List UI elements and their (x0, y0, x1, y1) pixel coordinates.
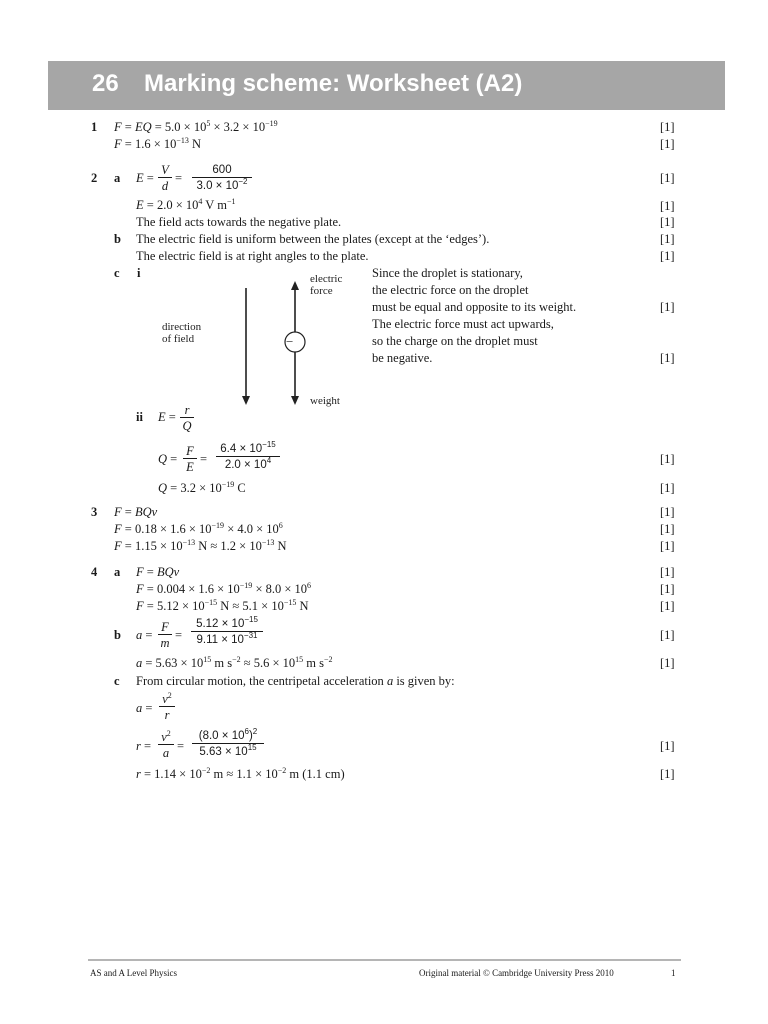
q2cii-equals: = (200, 452, 208, 466)
mark: [1] (660, 120, 675, 134)
part-label-b: b (114, 232, 121, 246)
part-label-b: b (114, 628, 121, 642)
q2cii-fraction-3: $\frac{6.4 \times 10^{-15}}{2.0 \times 10^4}$ (216, 442, 280, 472)
q4c-lhs-2: r = (136, 739, 152, 753)
q4a-line-2: $F = 0.004 \times 1.6 \times 10^{-19} \times 8.0 \times 10^6$ (136, 581, 312, 596)
q2cii-lhs-1: E = (158, 410, 176, 424)
weight-label: weight (310, 395, 340, 407)
mark: [1] (660, 565, 675, 579)
q4c-lhs-1: a = (136, 701, 153, 715)
q4c-fraction-2: $\frac{v^2}{a}$ (158, 730, 174, 760)
mark: [1] (660, 137, 675, 151)
section-title: Marking scheme: Worksheet (A2) (144, 70, 523, 97)
direction-of-field-label-1: direction (162, 321, 202, 333)
q2cii-line-3: $Q = 3.2 \times 10^{-19}$ C (158, 480, 246, 495)
question-number-4: 4 (91, 565, 98, 579)
electric-force-label-1: electric (310, 273, 343, 285)
question-number-2: 2 (91, 171, 98, 185)
q2cii-lhs-2: Q = (158, 452, 178, 466)
q2ci-text-6: be negative. (372, 351, 433, 365)
footer-book-title: AS and A Level Physics (90, 968, 177, 978)
q2a-line-3: The field acts towards the negative plate. (136, 215, 342, 229)
weight-arrowhead-icon (291, 396, 299, 405)
q2ci-text-5: so the charge on the droplet must (372, 334, 538, 348)
part-label-a: a (114, 171, 121, 185)
q2cii-fraction-1: $\frac{r}{Q}$ (180, 403, 194, 433)
q2b-line-2: The electric field is at right angles to the plate. (136, 249, 369, 263)
q2a-lhs: E = (136, 171, 154, 185)
q4b-fraction-2: $\frac{5.12 \times 10^{-15}}{9.11 \times 10^{-31}}$ (191, 617, 263, 647)
mark: [1] (660, 300, 675, 314)
q4c-fraction-3: $\frac{(8.0 \times 10^6)^2}{5.63 \times 10^{15}}$ (192, 729, 264, 759)
mark: [1] (660, 351, 675, 365)
mark: [1] (660, 249, 675, 263)
q3-line-3: $F = 1.15 \times 10^{-13}$ $N \approx 1.2 \times 10^{-13}$ N (114, 538, 287, 553)
electric-force-label-2: force (310, 285, 333, 297)
q2ci-text-1: Since the droplet is stationary, (372, 266, 523, 280)
mark: [1] (660, 232, 675, 246)
mark: [1] (660, 171, 675, 185)
q3-line-1: F = BQv (114, 505, 158, 519)
q4c-equals: = (177, 739, 185, 753)
mark: [1] (660, 481, 675, 495)
q4b-line-2: $a = 5.63 \times 10^{15}$ m $s^{-2} \approx 5.6 \times 10^{15}$ m $s^{-2}$ (136, 655, 333, 670)
q1-line-2: $F = 1.6 \times 10^{-13}$ N (114, 136, 202, 151)
mark: [1] (660, 739, 675, 753)
section-header (48, 61, 725, 110)
q4b-fraction-1: $\frac{F}{m}$ (158, 620, 172, 650)
q4b-lhs: a = (136, 628, 153, 642)
footer-copyright: Original material © Cambridge University Press 2010 (419, 968, 614, 978)
q3-line-2: $F = 0.18 \times 1.6 \times 10^{-19} \times 4.0 \times 10^6$ (114, 521, 283, 536)
part-label-c: c (114, 266, 120, 280)
mark: [1] (660, 199, 675, 213)
section-number: 26 (92, 70, 119, 97)
q4a-line-1: F = BQv (136, 565, 180, 579)
mark: [1] (660, 539, 675, 553)
mark: [1] (660, 656, 675, 670)
q4c-line-4: $r = 1.14 \times 10^{-2}$ $m \approx 1.1 \times 10^{-2}$ m (1.1 cm) (136, 766, 345, 781)
q4a-line-3: $F = 5.12 \times 10^{-15}$ $N \approx 5.1 \times 10^{-15}$ N (136, 598, 309, 613)
q2b-line-1: The electric field is uniform between the plates (except at the ‘edges’). (136, 232, 490, 246)
q2a-fraction-1: $\frac{V}{d}$ (158, 163, 172, 193)
part-label-a: a (114, 565, 121, 579)
mark: [1] (660, 452, 675, 466)
droplet-charge-sign: − (286, 334, 294, 349)
subpart-label-ii: ii (136, 410, 143, 424)
q4b-equals: = (175, 628, 183, 642)
mark: [1] (660, 767, 675, 781)
q2ci-text-3: must be equal and opposite to its weight. (372, 300, 577, 314)
q2ci-text-4: The electric force must act upwards, (372, 317, 554, 331)
field-arrowhead-icon (242, 396, 250, 405)
q2cii-fraction-2: $\frac{F}{E}$ (183, 444, 197, 474)
q1-line-1: F = EQ = $5.0 \times 10^5 \times 3.2 \times 10^{-19}$ (114, 119, 278, 134)
q4c-line-1: From circular motion, the centripetal acceleration a is given by: (136, 674, 455, 688)
mark: [1] (660, 628, 675, 642)
mark: [1] (660, 215, 675, 229)
electric-force-arrowhead-icon (291, 281, 299, 290)
direction-of-field-label-2: of field (162, 333, 195, 345)
q2a-line-2: $E = 2.0 \times 10^4$ V $m^{-1}$ (136, 197, 236, 212)
mark: [1] (660, 582, 675, 596)
q2a-equals: = (175, 171, 183, 185)
mark: [1] (660, 505, 675, 519)
part-label-c: c (114, 674, 120, 688)
mark: [1] (660, 599, 675, 613)
subpart-label-i: i (137, 266, 141, 280)
page-number: 1 (671, 968, 676, 978)
question-number-3: 3 (91, 505, 98, 519)
q2a-fraction-2: $\frac{600}{3.0 \times 10^{-2}}$ (192, 163, 252, 193)
footer-divider (88, 959, 681, 961)
q4c-fraction-1: $\frac{v^2}{r}$ (159, 692, 175, 722)
q2ci-text-2: the electric force on the droplet (372, 283, 529, 297)
mark: [1] (660, 522, 675, 536)
question-number-1: 1 (91, 120, 98, 134)
